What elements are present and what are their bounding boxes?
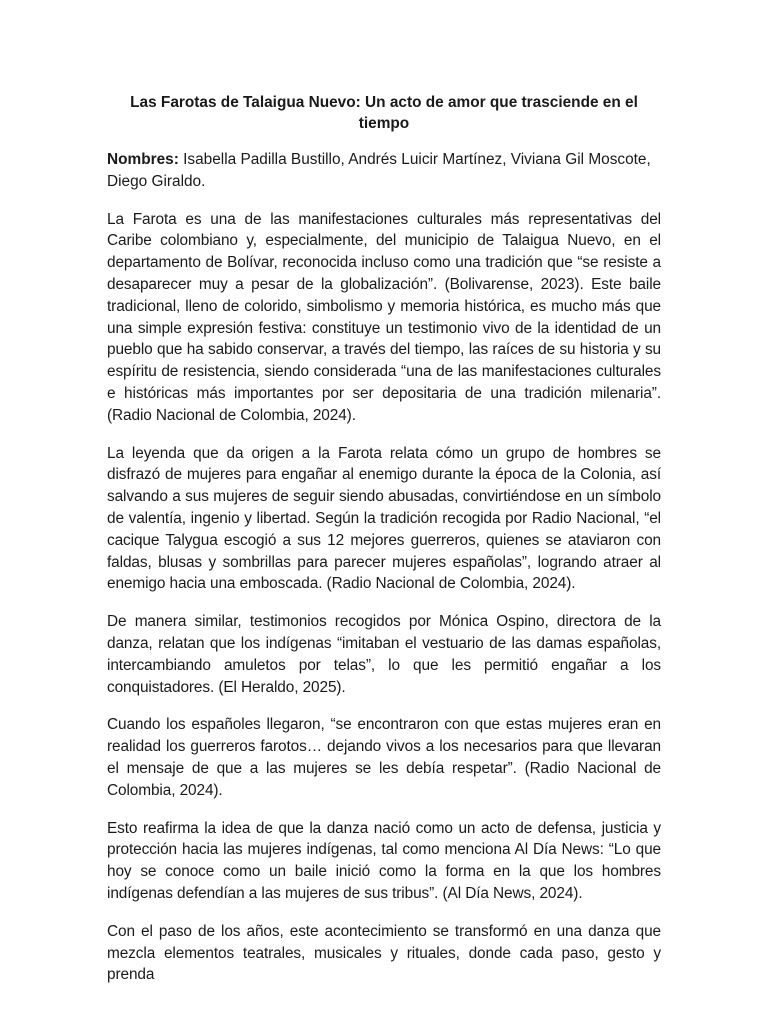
paragraph-5: Esto reafirma la idea de que la danza nació como un acto de defensa, justicia y protección hacia las mujeres indígenas, tal como menciona Al Día News: “Lo que hoy se conoce como un baile inició como la forma en la que los hombres indígenas defendían a las mujeres de sus tribus”. (Al Día News, 2024). [107,819,661,902]
authors-names: Isabella Padilla Bustillo, Andrés Luicir Martínez, Viviana Gil Moscote, Diego Giraldo. [107,151,651,190]
authors-label: Nombres: [107,151,179,168]
paragraph-1: La Farota es una de las manifestaciones culturales más representativas del Caribe colombiano y, especialmente, del municipio de Talaigua Nuevo, en el departamento de Bolívar, reconocida incluso como una tradición que “se resiste a desaparecer muy a pesar de la globalización”. (Bolivarense, 2023). Este baile tradicional, lleno de colorido, simbolismo y memoria histórica, es mucho más que una simple expresión festiva: constituye un testimonio vivo de la identidad de un pueblo que ha sabido conservar, a través del tiempo, las raíces de su historia y su espíritu de resistencia, siendo considerada “una de las manifestaciones culturales e históricas más importantes por ser depositaria de una tradición milenaria”. (Radio Nacional de Colombia, 2024). [107,210,661,424]
paragraph-3: De manera similar, testimonios recogidos por Mónica Ospino, directora de la danza, relatan que los indígenas “imitaban el vestuario de las damas españolas, intercambiando amuletos por telas”, lo que les permitió engañar a los conquistadores. (El Heraldo, 2025). [107,613,661,696]
paragraph-4: Cuando los españoles llegaron, “se encontraron con que estas mujeres eran en realidad los guerreros farotos… dejando vivos a los necesarios para que llevaran el mensaje de que a las mujeres se les debía respetar”. (Radio Nacional de Colombia, 2024). [107,716,661,799]
paragraph-6: Con el paso de los años, este acontecimiento se transformó en una danza que mezcla elementos teatrales, musicales y rituales, donde cada paso, gesto y prenda [107,922,661,984]
document-title: Las Farotas de Talaigua Nuevo: Un acto de amor que trasciende en el tiempo [130,94,638,132]
document-page [107,92,661,1002]
paragraph-2: La leyenda que da origen a la Farota relata cómo un grupo de hombres se disfrazó de mujeres para engañar al enemigo durante la época de la Colonia, así salvando a sus mujeres de seguir siendo abusadas, convirtiéndose en un símbolo de valentía, ingenio y libertad. Según la tradición recogida por Radio Nacional, “el cacique Talygua escogió a sus 12 mejores guerreros, quienes se ataviaron con faldas, blusas y sombrillas para parecer mujeres españolas”, logrando atraer al enemigo hacia una emboscada. (Radio Nacional de Colombia, 2024). [107,444,661,593]
authors-line [107,149,661,193]
